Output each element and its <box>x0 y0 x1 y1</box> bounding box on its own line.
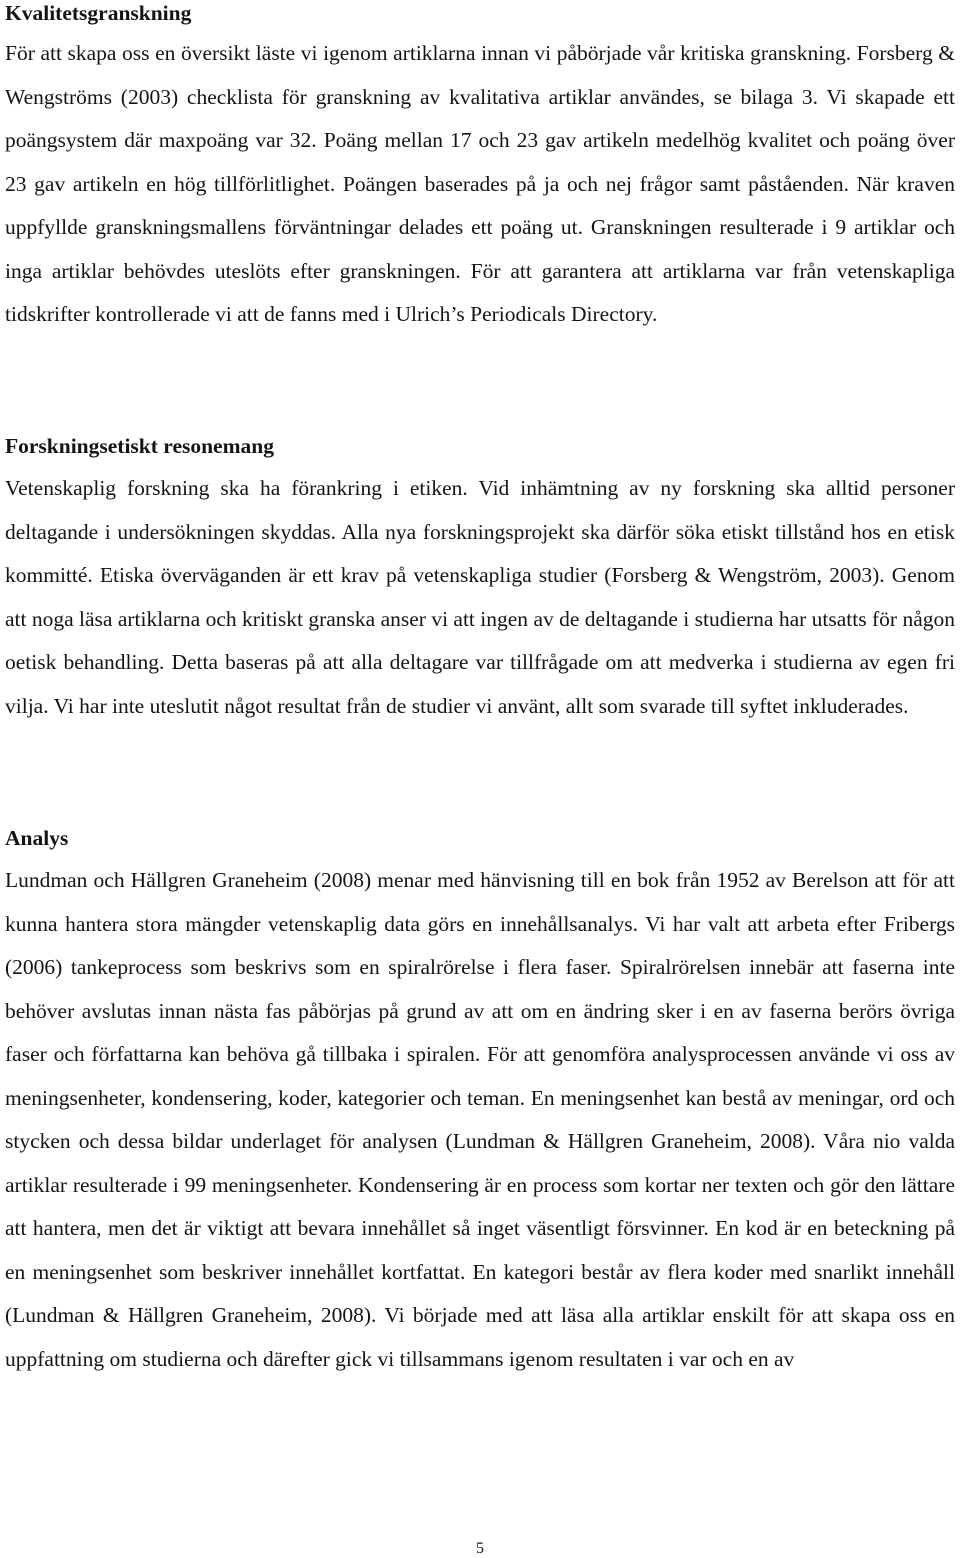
section-heading-kvalitetsgranskning: Kvalitetsgranskning <box>5 1 192 25</box>
section-heading-analys: Analys <box>5 826 69 850</box>
paragraph-forskningsetiskt: Vetenskaplig forskning ska ha förankring i etiken. Vid inhämtning av ny forskning ska alltid personer deltagande i undersökningen skyddas. Alla nya forskningsprojekt ska därför söka etiskt tillstånd hos en etisk kommitté. Etiska överväganden är ett krav på vetenskapliga studier (Forsberg & Wengström, 2003). Genom att noga läsa artiklarna och kritiskt granska anser vi att ingen av de deltagande i studierna har utsatts för någon oetisk behandling. Detta baseras på att alla deltagare var tillfrågade om att medverka i studierna av egen fri vilja. Vi har inte uteslutit något resultat från de studier vi använt, allt som svarade till syftet inkluderades. <box>5 476 955 718</box>
section-heading-forskningsetiskt: Forskningsetiskt resonemang <box>5 434 274 458</box>
paragraph-analys: Lundman och Hällgren Graneheim (2008) menar med hänvisning till en bok från 1952 av Berelson att för att kunna hantera stora mängder vetenskaplig data görs en innehållsanalys. Vi har valt att arbeta efter Fribergs (2006) tankeprocess som beskrivs som en spiralrörelse i flera faser. Spiralrörelsen innebär att faserna inte behöver avslutas innan nästa fas påbörjas på grund av att om en ändring sker i en av faserna berörs övriga faser och författarna kan behöva gå tillbaka i spiralen. För att genomföra analysprocessen använde vi oss av meningsenheter, kondensering, koder, kategorier och teman. En meningsenhet kan bestå av meningar, ord och stycken och dessa bildar underlaget för analysen (Lundman & Hällgren Graneheim, 2008). Våra nio valda artiklar resulterade i 99 meningsenheter. Kondensering är en process som kortar ner texten och gör den lättare att hantera, men det är viktigt att bevara innehållet så inget väsentligt försvinner. En kod är en beteckning på en meningsenhet som beskriver innehållet kortfattat. En kategori består av flera koder med snarlikt innehåll (Lundman & Hällgren Graneheim, 2008). Vi började med att läsa alla artiklar enskilt för att skapa oss en uppfattning om studierna och därefter gick vi tillsammans igenom resultaten i var och en av <box>5 868 955 1371</box>
paragraph-kvalitetsgranskning: För att skapa oss en översikt läste vi igenom artiklarna innan vi påbörjade vår kritiska granskning. Forsberg & Wengströms (2003) checklista för granskning av kvalitativa artiklar användes, se bilaga 3. Vi skapade ett poängsystem där maxpoäng var 32. Poäng mellan 17 och 23 gav artikeln medelhög kvalitet och poäng över 23 gav artikeln en hög tillförlitlighet. Poängen baserades på ja och nej frågor samt påståenden. När kraven uppfyllde granskningsmallens förväntningar delades ett poäng ut. Granskningen resulterade i 9 artiklar och inga artiklar behövdes uteslöts efter granskningen. För att garantera att artiklarna var från vetenskapliga tidskrifter kontrollerade vi att de fanns med i Ulrich’s Periodicals Directory. <box>5 41 955 326</box>
page-number: 5 <box>476 1540 484 1557</box>
